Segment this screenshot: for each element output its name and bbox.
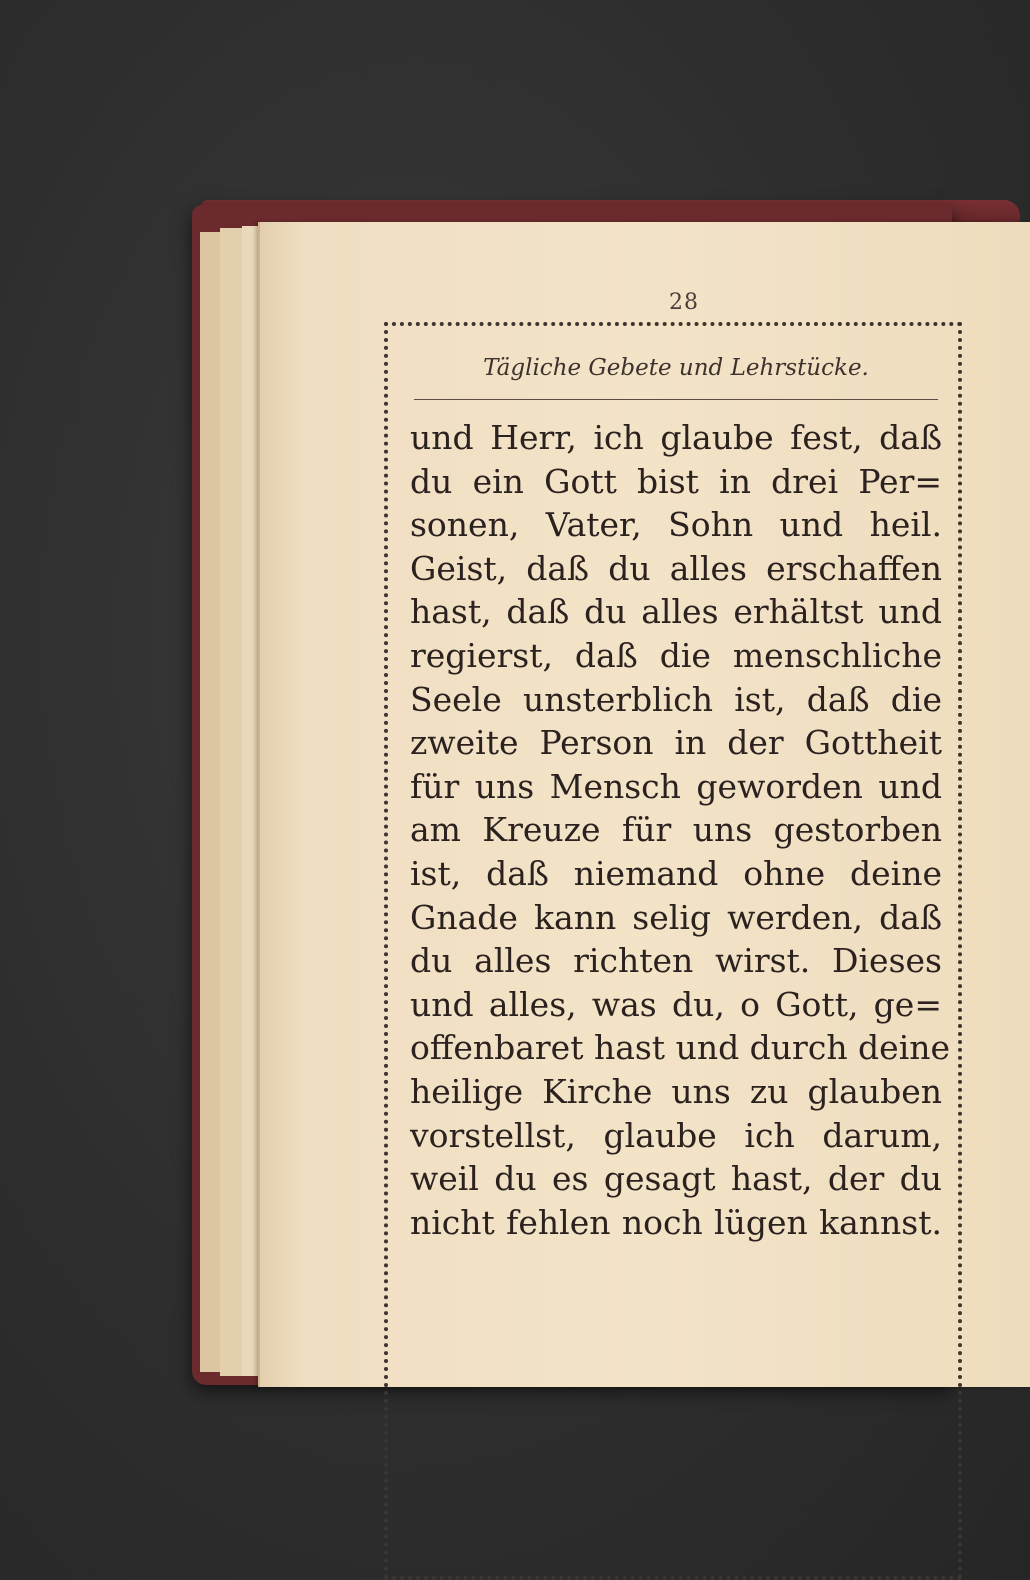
text-line: weil du es gesagt hast, der du: [410, 1159, 942, 1199]
text-line: zweite Person in der Gottheit: [410, 723, 942, 763]
text-line: du ein Gott bist in drei Per=: [410, 461, 942, 501]
text-line: für uns Mensch geworden und: [410, 766, 942, 806]
text-line: am Kreuze für uns gestorben: [410, 810, 942, 850]
text-line: Geist, daß du alles erschaffen: [410, 548, 942, 588]
text-line: Seele unsterblich ist, daß die: [410, 679, 942, 719]
text-line: Gnade kann selig werden, daß: [410, 897, 942, 937]
text-line: nicht fehlen noch lügen kannst.: [410, 1202, 942, 1242]
text-line: du alles richten wirst. Dieses: [410, 941, 942, 981]
text-line: und alles, was du, o Gott, ge=: [410, 984, 942, 1024]
running-head: Tägliche Gebete und Lehrstücke.: [483, 355, 869, 381]
text-line: hast, daß du alles erhältst und: [410, 592, 942, 632]
text-line: und Herr, ich glaube fest, daß: [410, 418, 942, 457]
text-line: heilige Kirche uns zu glauben: [410, 1071, 942, 1111]
text-line: sonen, Vater, Sohn und heil.: [410, 505, 942, 545]
text-line: vorstellst, glaube ich darum,: [410, 1115, 942, 1155]
text-line: offenbaret hast und durch deine: [410, 1028, 951, 1068]
page-body-text: [410, 416, 951, 1244]
header-rule: [414, 399, 938, 400]
text-line: ist, daß niemand ohne deine: [410, 853, 942, 893]
text-line: regierst, daß die menschliche: [410, 635, 942, 675]
